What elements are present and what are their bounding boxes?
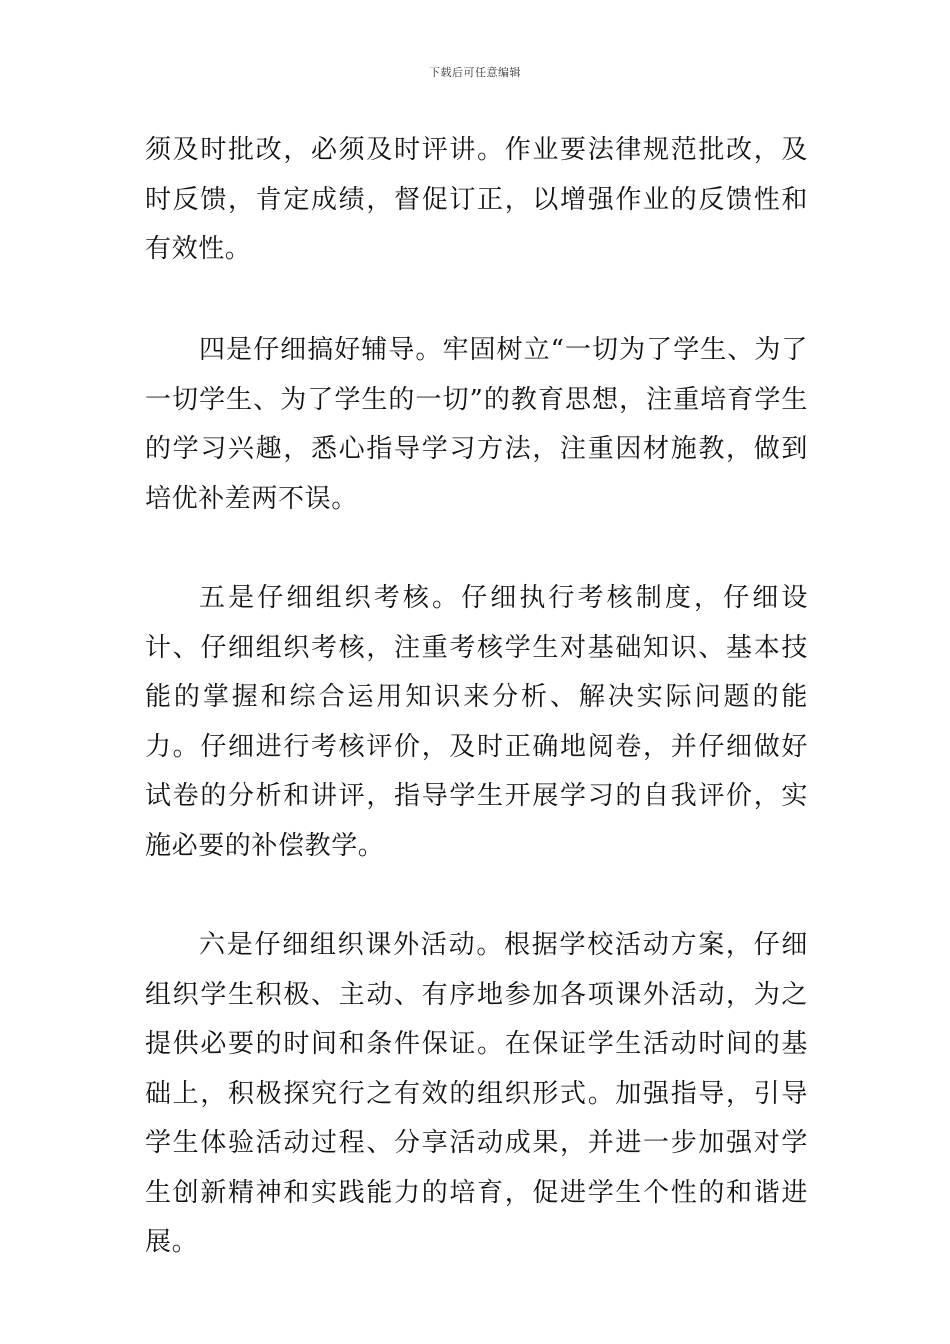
paragraph-assessment: 五是仔细组织考核。仔细执行考核制度，仔细设计、仔细组织考核，注重考核学生对基础知识、基本技能的掌握和综合运用知识来分析、解决实际问题的能力。仔细进行考核评价，及时正确地阅卷，并仔细做好试卷的分析和讲评，指导学生开展学习的自我评价，实施必要的补偿教学。 bbox=[145, 583, 808, 861]
page-header-note: 下载后可任意编辑 bbox=[429, 66, 521, 79]
paragraph-tutoring: 四是仔细搞好辅导。牢固树立“一切为了学生、为了一切学生、为了学生的一切”的教育思想，注重培育学生的学习兴趣，悉心指导学习方法，注重因材施教，做到培优补差两不误。 bbox=[145, 335, 808, 514]
paragraph-extracurricular: 六是仔细组织课外活动。根据学校活动方案，仔细组织学生积极、主动、有序地参加各项课外活动，为之提供必要的时间和条件保证。在保证学生活动时间的基础上，积极探究行之有效的组织形式。加强指导，引导学生体验活动过程、分享活动成果，并进一步加强对学生创新精神和实践能力的培育，促进学生个性的和谐进展。 bbox=[145, 930, 808, 1257]
paragraph-continuation: 须及时批改，必须及时评讲。作业要法律规范批改，及时反馈，肯定成绩，督促订正，以增强作业的反馈性和有效性。 bbox=[145, 135, 808, 264]
